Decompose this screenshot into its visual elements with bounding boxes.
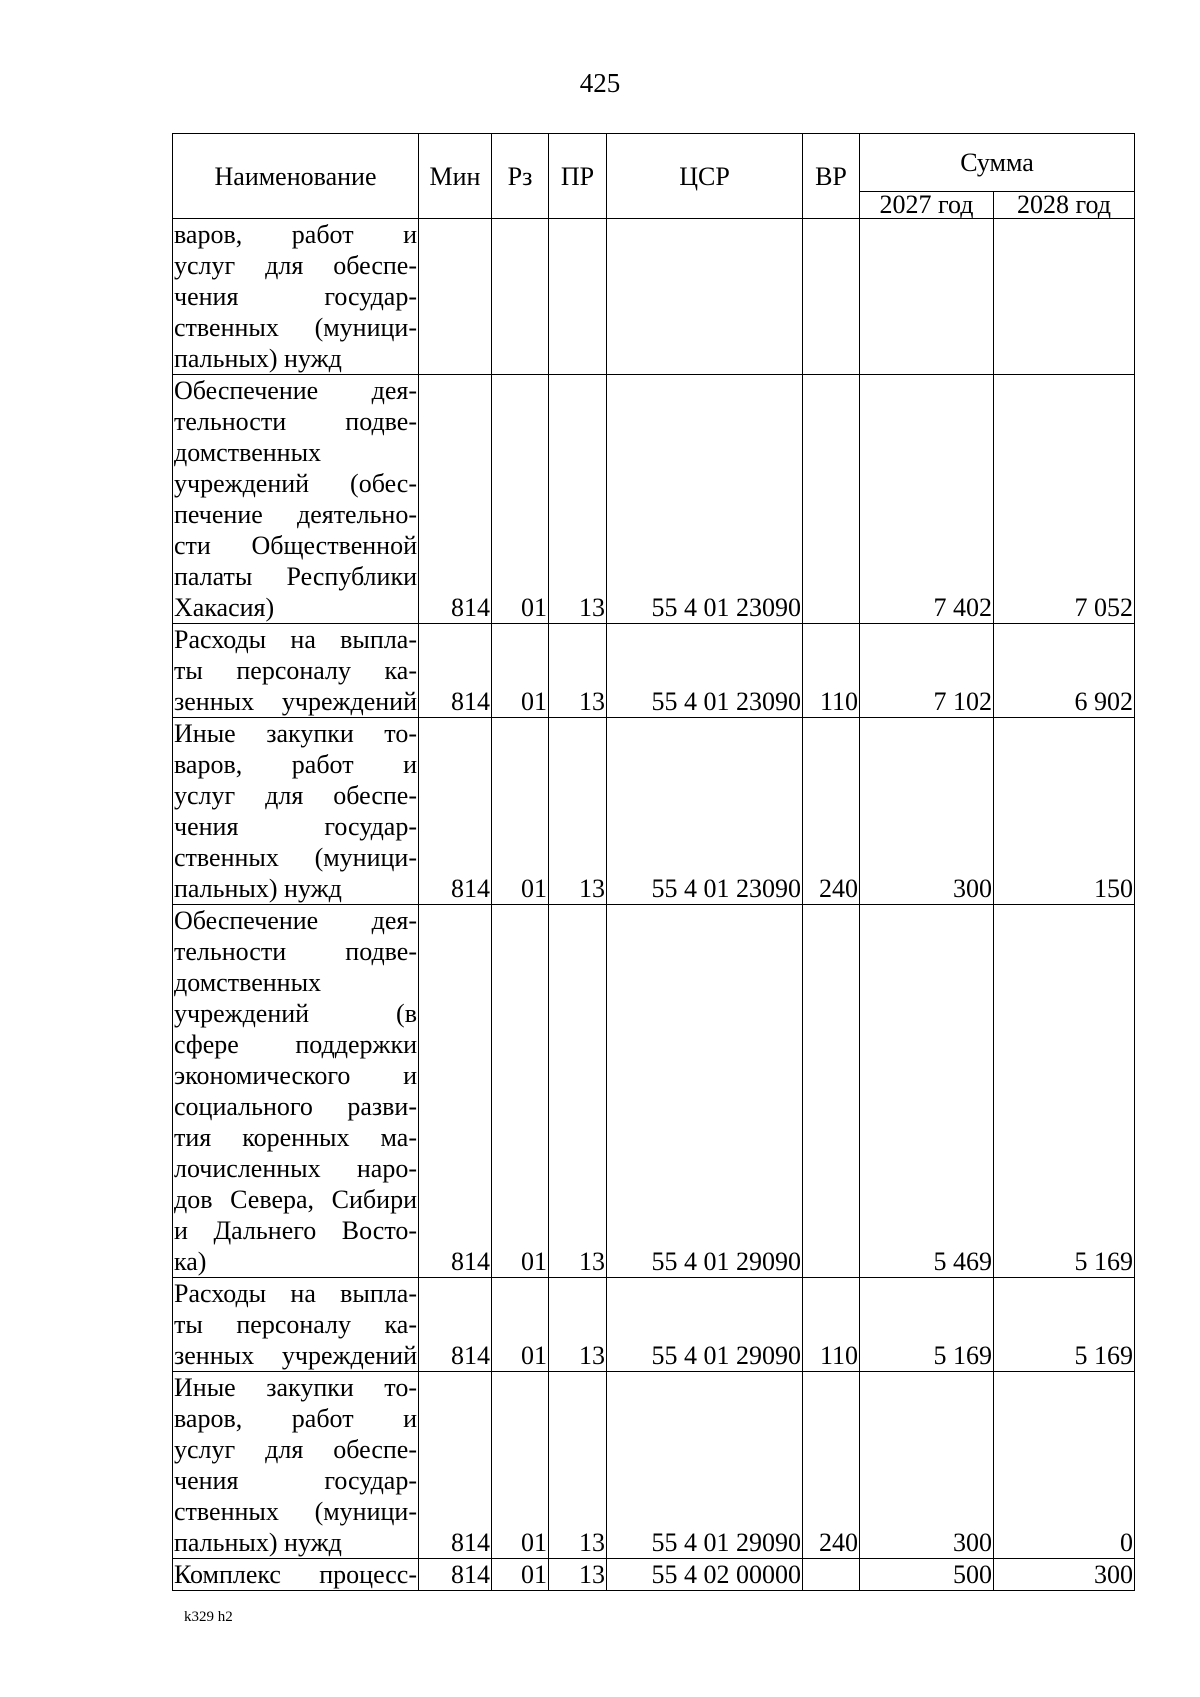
table-header	[173, 134, 1135, 219]
cell-csr: 55 4 01 29090	[607, 1278, 803, 1372]
cell-rz: 01	[492, 624, 549, 718]
row-name-line: пальных) нужд	[174, 344, 342, 373]
row-name-line: Расходы на выпла-	[174, 625, 417, 654]
cell-pr: 13	[549, 624, 607, 718]
header-sum: Сумма	[860, 134, 1135, 192]
cell-vr: 240	[803, 718, 860, 905]
cell-min: 814	[419, 624, 492, 718]
row-name-line: чения государ-	[174, 1466, 417, 1495]
row-name-line: ка)	[174, 1247, 207, 1276]
row-name-line: пальных) нужд	[174, 874, 342, 903]
table-row	[173, 718, 1135, 905]
cell-pr: 13	[549, 718, 607, 905]
header-pr: ПР	[549, 134, 607, 219]
cell-rz: 01	[492, 1278, 549, 1372]
row-name-line: ственных (муници-	[174, 843, 417, 872]
table-row	[173, 1372, 1135, 1559]
row-name	[173, 1559, 419, 1591]
cell-y2028: 5 169	[994, 905, 1135, 1278]
cell-csr: 55 4 01 23090	[607, 624, 803, 718]
row-name	[173, 219, 419, 375]
cell-y2028: 7 052	[994, 375, 1135, 624]
header-vr: ВР	[803, 134, 860, 219]
cell-vr: 240	[803, 1372, 860, 1559]
row-name-line: чения государ-	[174, 812, 417, 841]
cell-csr: 55 4 01 29090	[607, 1372, 803, 1559]
cell-csr: 55 4 01 23090	[607, 375, 803, 624]
cell-csr	[607, 219, 803, 375]
row-name	[173, 1278, 419, 1372]
cell-pr: 13	[549, 905, 607, 1278]
row-name-line: сти Общественной	[174, 531, 417, 560]
cell-vr	[803, 1559, 860, 1591]
footer-code: k329 h2	[184, 1609, 233, 1625]
cell-vr: 110	[803, 1278, 860, 1372]
cell-min: 814	[419, 1559, 492, 1591]
cell-y2027: 300	[860, 1372, 994, 1559]
cell-rz: 01	[492, 718, 549, 905]
row-name-line: услуг для обеспе-	[174, 1435, 417, 1464]
header-min: Мин	[419, 134, 492, 219]
row-name-line: домственных	[174, 438, 322, 467]
row-name-line: печение деятельно-	[174, 500, 417, 529]
row-name	[173, 624, 419, 718]
cell-y2027: 5 469	[860, 905, 994, 1278]
row-name-line: ты персоналу ка-	[174, 656, 417, 685]
cell-y2028: 5 169	[994, 1278, 1135, 1372]
header-rz: Рз	[492, 134, 549, 219]
row-name-line: услуг для обеспе-	[174, 781, 417, 810]
row-name-line: Комплекс процесс-	[174, 1560, 417, 1589]
cell-csr: 55 4 01 23090	[607, 718, 803, 905]
header-name: Наименование	[173, 134, 419, 219]
cell-rz	[492, 219, 549, 375]
table-row	[173, 1559, 1135, 1591]
cell-pr	[549, 219, 607, 375]
cell-min: 814	[419, 1278, 492, 1372]
cell-y2028: 6 902	[994, 624, 1135, 718]
row-name-line: домственных	[174, 968, 322, 997]
table-row	[173, 1278, 1135, 1372]
row-name-line: учреждений (обес-	[174, 469, 417, 498]
row-name-line: Хакасия)	[174, 593, 275, 622]
row-name-line: Расходы на выпла-	[174, 1279, 417, 1308]
row-name-line: Обеспечение дея-	[174, 376, 417, 405]
cell-y2027	[860, 219, 994, 375]
row-name-line: тия коренных ма-	[174, 1123, 417, 1152]
header-csr: ЦСР	[607, 134, 803, 219]
cell-y2027: 7 402	[860, 375, 994, 624]
cell-vr: 110	[803, 624, 860, 718]
row-name-line: тельности подве-	[174, 407, 417, 436]
row-name-line: ты персоналу ка-	[174, 1310, 417, 1339]
cell-min: 814	[419, 718, 492, 905]
table-row	[173, 375, 1135, 624]
cell-y2027: 300	[860, 718, 994, 905]
row-name	[173, 905, 419, 1278]
row-name-line: и Дальнего Восто-	[174, 1216, 417, 1245]
row-name-line: учреждений (в	[174, 999, 417, 1028]
row-name-line: тельности подве-	[174, 937, 417, 966]
row-name-line: варов, работ и	[174, 220, 417, 249]
cell-rz: 01	[492, 1372, 549, 1559]
cell-min	[419, 219, 492, 375]
row-name-line: варов, работ и	[174, 1404, 417, 1433]
cell-rz: 01	[492, 375, 549, 624]
header-year-2027: 2027 год	[860, 192, 994, 219]
row-name-line: ственных (муници-	[174, 1497, 417, 1526]
row-name-line: экономического и	[174, 1061, 417, 1090]
cell-pr: 13	[549, 1372, 607, 1559]
cell-vr	[803, 375, 860, 624]
cell-csr: 55 4 01 29090	[607, 905, 803, 1278]
row-name-line: зенных учреждений	[174, 1341, 417, 1370]
cell-y2028: 150	[994, 718, 1135, 905]
cell-pr: 13	[549, 1559, 607, 1591]
row-name-line: Иные закупки то-	[174, 719, 417, 748]
cell-csr: 55 4 02 00000	[607, 1559, 803, 1591]
cell-rz: 01	[492, 1559, 549, 1591]
cell-min: 814	[419, 905, 492, 1278]
cell-vr	[803, 219, 860, 375]
cell-vr	[803, 905, 860, 1278]
cell-rz: 01	[492, 905, 549, 1278]
header-year-2028: 2028 год	[994, 192, 1135, 219]
cell-y2028	[994, 219, 1135, 375]
cell-min: 814	[419, 375, 492, 624]
cell-min: 814	[419, 1372, 492, 1559]
row-name-line: лочисленных наро-	[174, 1154, 417, 1183]
row-name	[173, 718, 419, 905]
cell-y2028: 0	[994, 1372, 1135, 1559]
table-row	[173, 219, 1135, 375]
row-name-line: пальных) нужд	[174, 1528, 342, 1557]
cell-pr: 13	[549, 1278, 607, 1372]
row-name-line: палаты Республики	[174, 562, 417, 591]
row-name-line: варов, работ и	[174, 750, 417, 779]
row-name-line: ственных (муници-	[174, 313, 417, 342]
cell-y2028: 300	[994, 1559, 1135, 1591]
row-name-line: сфере поддержки	[174, 1030, 417, 1059]
row-name-line: Обеспечение дея-	[174, 906, 417, 935]
row-name-line: чения государ-	[174, 282, 417, 311]
budget-table	[172, 133, 1135, 1591]
row-name-line: социального разви-	[174, 1092, 417, 1121]
page-number: 425	[579, 68, 621, 98]
cell-y2027: 7 102	[860, 624, 994, 718]
cell-y2027: 500	[860, 1559, 994, 1591]
row-name-line: дов Севера, Сибири	[174, 1185, 417, 1214]
table-row	[173, 905, 1135, 1278]
cell-pr: 13	[549, 375, 607, 624]
cell-y2027: 5 169	[860, 1278, 994, 1372]
row-name-line: зенных учреждений	[174, 687, 417, 716]
row-name-line: услуг для обеспе-	[174, 251, 417, 280]
row-name	[173, 1372, 419, 1559]
row-name	[173, 375, 419, 624]
table-body	[173, 219, 1135, 1591]
row-name-line: Иные закупки то-	[174, 1373, 417, 1402]
table-row	[173, 624, 1135, 718]
